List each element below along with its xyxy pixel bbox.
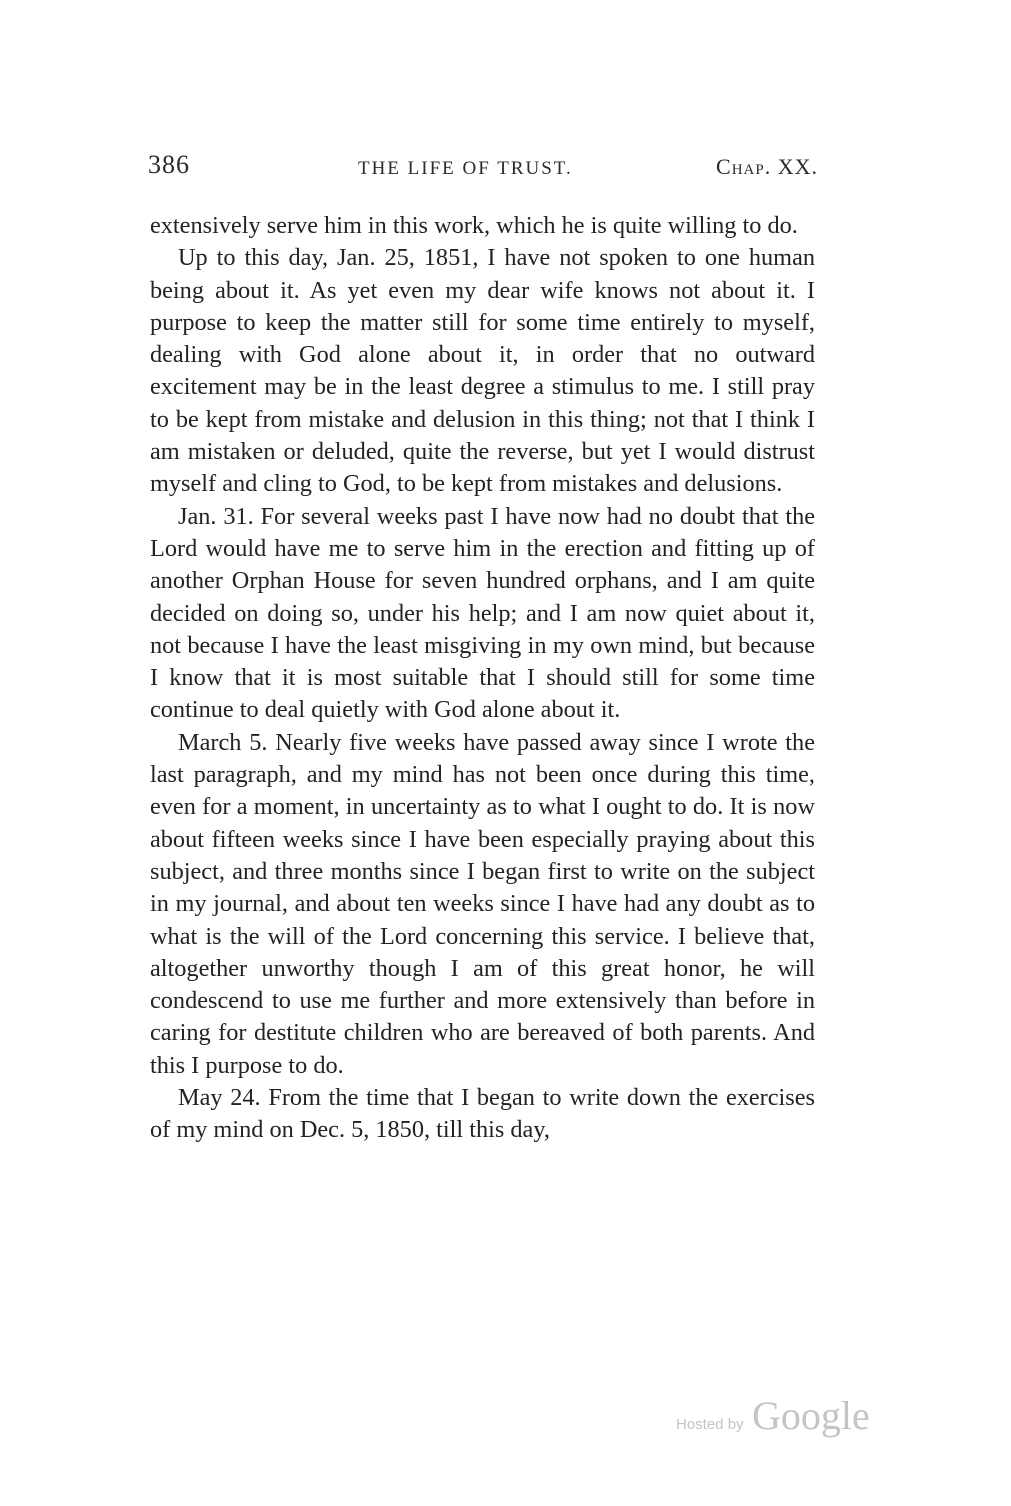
chapter-label: Chap. XX. xyxy=(716,154,818,179)
paragraph-jan-25: Up to this day, Jan. 25, 1851, I have not spoken to one human being about it. As yet even my dear wife knows not about it. I purpose to keep the matter still for some time entirely to myself, dealing with God alone about it, in order that no outward excitement may be in the least degree a stimulus to me. I still pray to be kept from mistake and delusion in this thing; not that I think I am mistaken or deluded, quite the reverse, but yet I would distrust myself and cling to God, to be kept from mistakes and delusions. xyxy=(150,244,815,498)
hosted-by-label: Hosted by xyxy=(676,1416,744,1433)
paragraph-continuation: extensively serve him in this work, which he is quite willing to do. xyxy=(150,212,798,239)
paragraph-may-24: May 24. From the time that I began to write down the exercises of my mind on Dec. 5, 1850, till this day, xyxy=(150,1084,815,1144)
running-head xyxy=(148,150,818,190)
page-number: 386 xyxy=(148,150,190,179)
paragraph-jan-31: Jan. 31. For several weeks past I have now had no doubt that the Lord would have me to serve him in the erection and fitting up of another Orphan House for seven hundred orphans, and I am quite decided on doing so, under his help; and I am now quiet about it, not because I have the least misgiving in my own mind, but because I know that it is most suitable that I should still for some time continue to deal quietly with God alone about it. xyxy=(150,502,815,724)
paragraph-march-5: March 5. Nearly five weeks have passed away since I wrote the last paragraph, and my mind has not been once during this time, even for a moment, in uncertainty as to what I ought to do. It is now about fifteen weeks since I have been especially praying about this subject, and three months since I began first to write on the subject in my journal, and about ten weeks since I have had any doubt as to what is the will of the Lord concerning this service. I believe that, altogether unworthy though I am of this great honor, he will condescend to use me further and more extensively than before in caring for destitute children who are bereaved of both parents. And this I purpose to do. xyxy=(150,728,815,1079)
body-text xyxy=(150,210,815,1147)
book-title: THE LIFE OF TRUST. xyxy=(358,158,573,179)
google-logo: Google xyxy=(752,1393,870,1438)
hosted-by-watermark xyxy=(676,1392,870,1439)
